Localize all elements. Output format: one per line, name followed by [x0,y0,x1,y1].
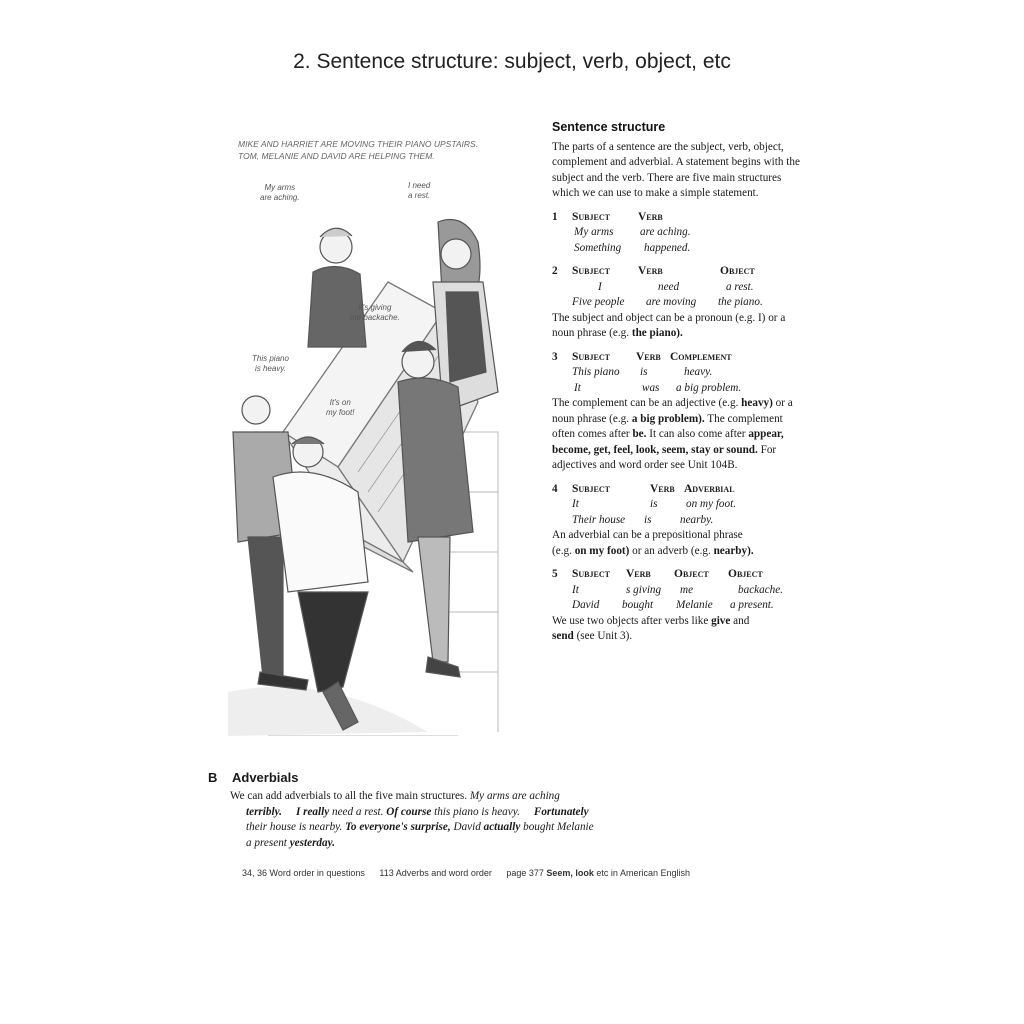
note: An adverbial can be a prepositional phrase (e.g. on my foot) or an adverb (e.g. nearby). [552,529,754,557]
example-row: Their house is nearby. [572,513,714,526]
note: The subject and object can be a pronoun (e.g. I) or a noun phrase (e.g. the piano). [552,311,786,339]
example-row: Something happened. [574,241,691,254]
section-heading: Sentence structure [552,120,666,134]
example-row: My arms are aching. [574,226,691,238]
structure-4: 4 Subject Verb Adverbial It is on my foot. Their house is nearby. An adverbial can be a prepositional phrase (e.g. on my foot) or an adverb (e.g. nearby). [552,482,807,560]
speech-bubble: My arms are aching. [260,183,300,202]
structure-5: 5 Subject Verb Object Object It s giving me backache. David bought Melanie a present. We use two objects after verbs like give and send (see Unit 3). [552,567,807,645]
cross-references-footer [242,868,690,878]
cross-reference: 113 Adverbs and word order [379,868,492,878]
section-letter: B [208,770,218,785]
speech-bubble: It's on my foot! [326,398,355,417]
sentence-structure-section [552,120,807,645]
illustration-caption: MIKE AND HARRIET ARE MOVING THEIR PIANO UPSTAIRS. TOM, MELANIE AND DAVID ARE HELPING THEM. [238,139,479,161]
speech-bubble: This piano is heavy. [252,354,289,373]
note: The complement can be an adjective (e.g. heavy) or a noun phrase (e.g. a big problem). The complement often comes after be. It can also come after appear, become, get, feel, look, seem, stay or sound. For adjectives and word order see Unit 104B. [552,397,793,471]
intro-paragraph: The parts of a sentence are the subject, verb, object, complement and adverbial. A statement begins with the subject and the verb. There are five main structures which we can use to make a simple statement. [552,140,800,199]
cross-reference: 34, 36 Word order in questions [242,868,365,878]
section-heading: B Adverbials [208,770,299,785]
example-row: It is on my foot. [572,498,737,510]
adverbials-section [208,770,728,851]
piano-illustration [228,132,504,736]
note: We use two objects after verbs like give and send (see Unit 3). [552,614,750,642]
structure-2: 2 Subject Verb Object I need a rest. Five people are moving the piano. The subject and object can be a pronoun (e.g. I) or a noun phrase (e.g. the piano). [552,264,807,342]
example-row: It s giving me backache. [572,583,784,596]
structure-1: 1 Subject Verb My arms are aching. Something happened. [552,210,807,257]
example-row: This piano is heavy. [572,366,713,378]
example-row: It was a big problem. [574,381,742,394]
structure-3: 3 Subject Verb Complement This piano is heavy. It was a big problem. The complement can be an adjective (e.g. heavy) or a noun phrase (e.g. a big problem). The complement often comes after be. It can also come after appear, become, get, feel, look, seem, stay or sound. For adjectives and word order see Unit 104B. [552,350,807,474]
speech-bubble: It's giving me backache. [350,303,400,322]
cross-reference: page 377 Seem, look etc in American English [506,868,690,878]
example-row: I need a rest. [598,280,754,293]
speech-bubble: I need a rest. [408,181,431,200]
adverbials-paragraph: We can add adverbials to all the five main structures. My arms are aching terribly. I really need a rest. Of course this piano is heavy. Fortunately their house is nearby. To everyone's surprise, David actually bought Melanie a present yesterday. [230,790,594,849]
page-title: 2. Sentence structure: subject, verb, object, etc [293,50,731,73]
example-row: David bought Melanie a present. [572,599,774,611]
example-row: Five people are moving the piano. [572,296,763,308]
